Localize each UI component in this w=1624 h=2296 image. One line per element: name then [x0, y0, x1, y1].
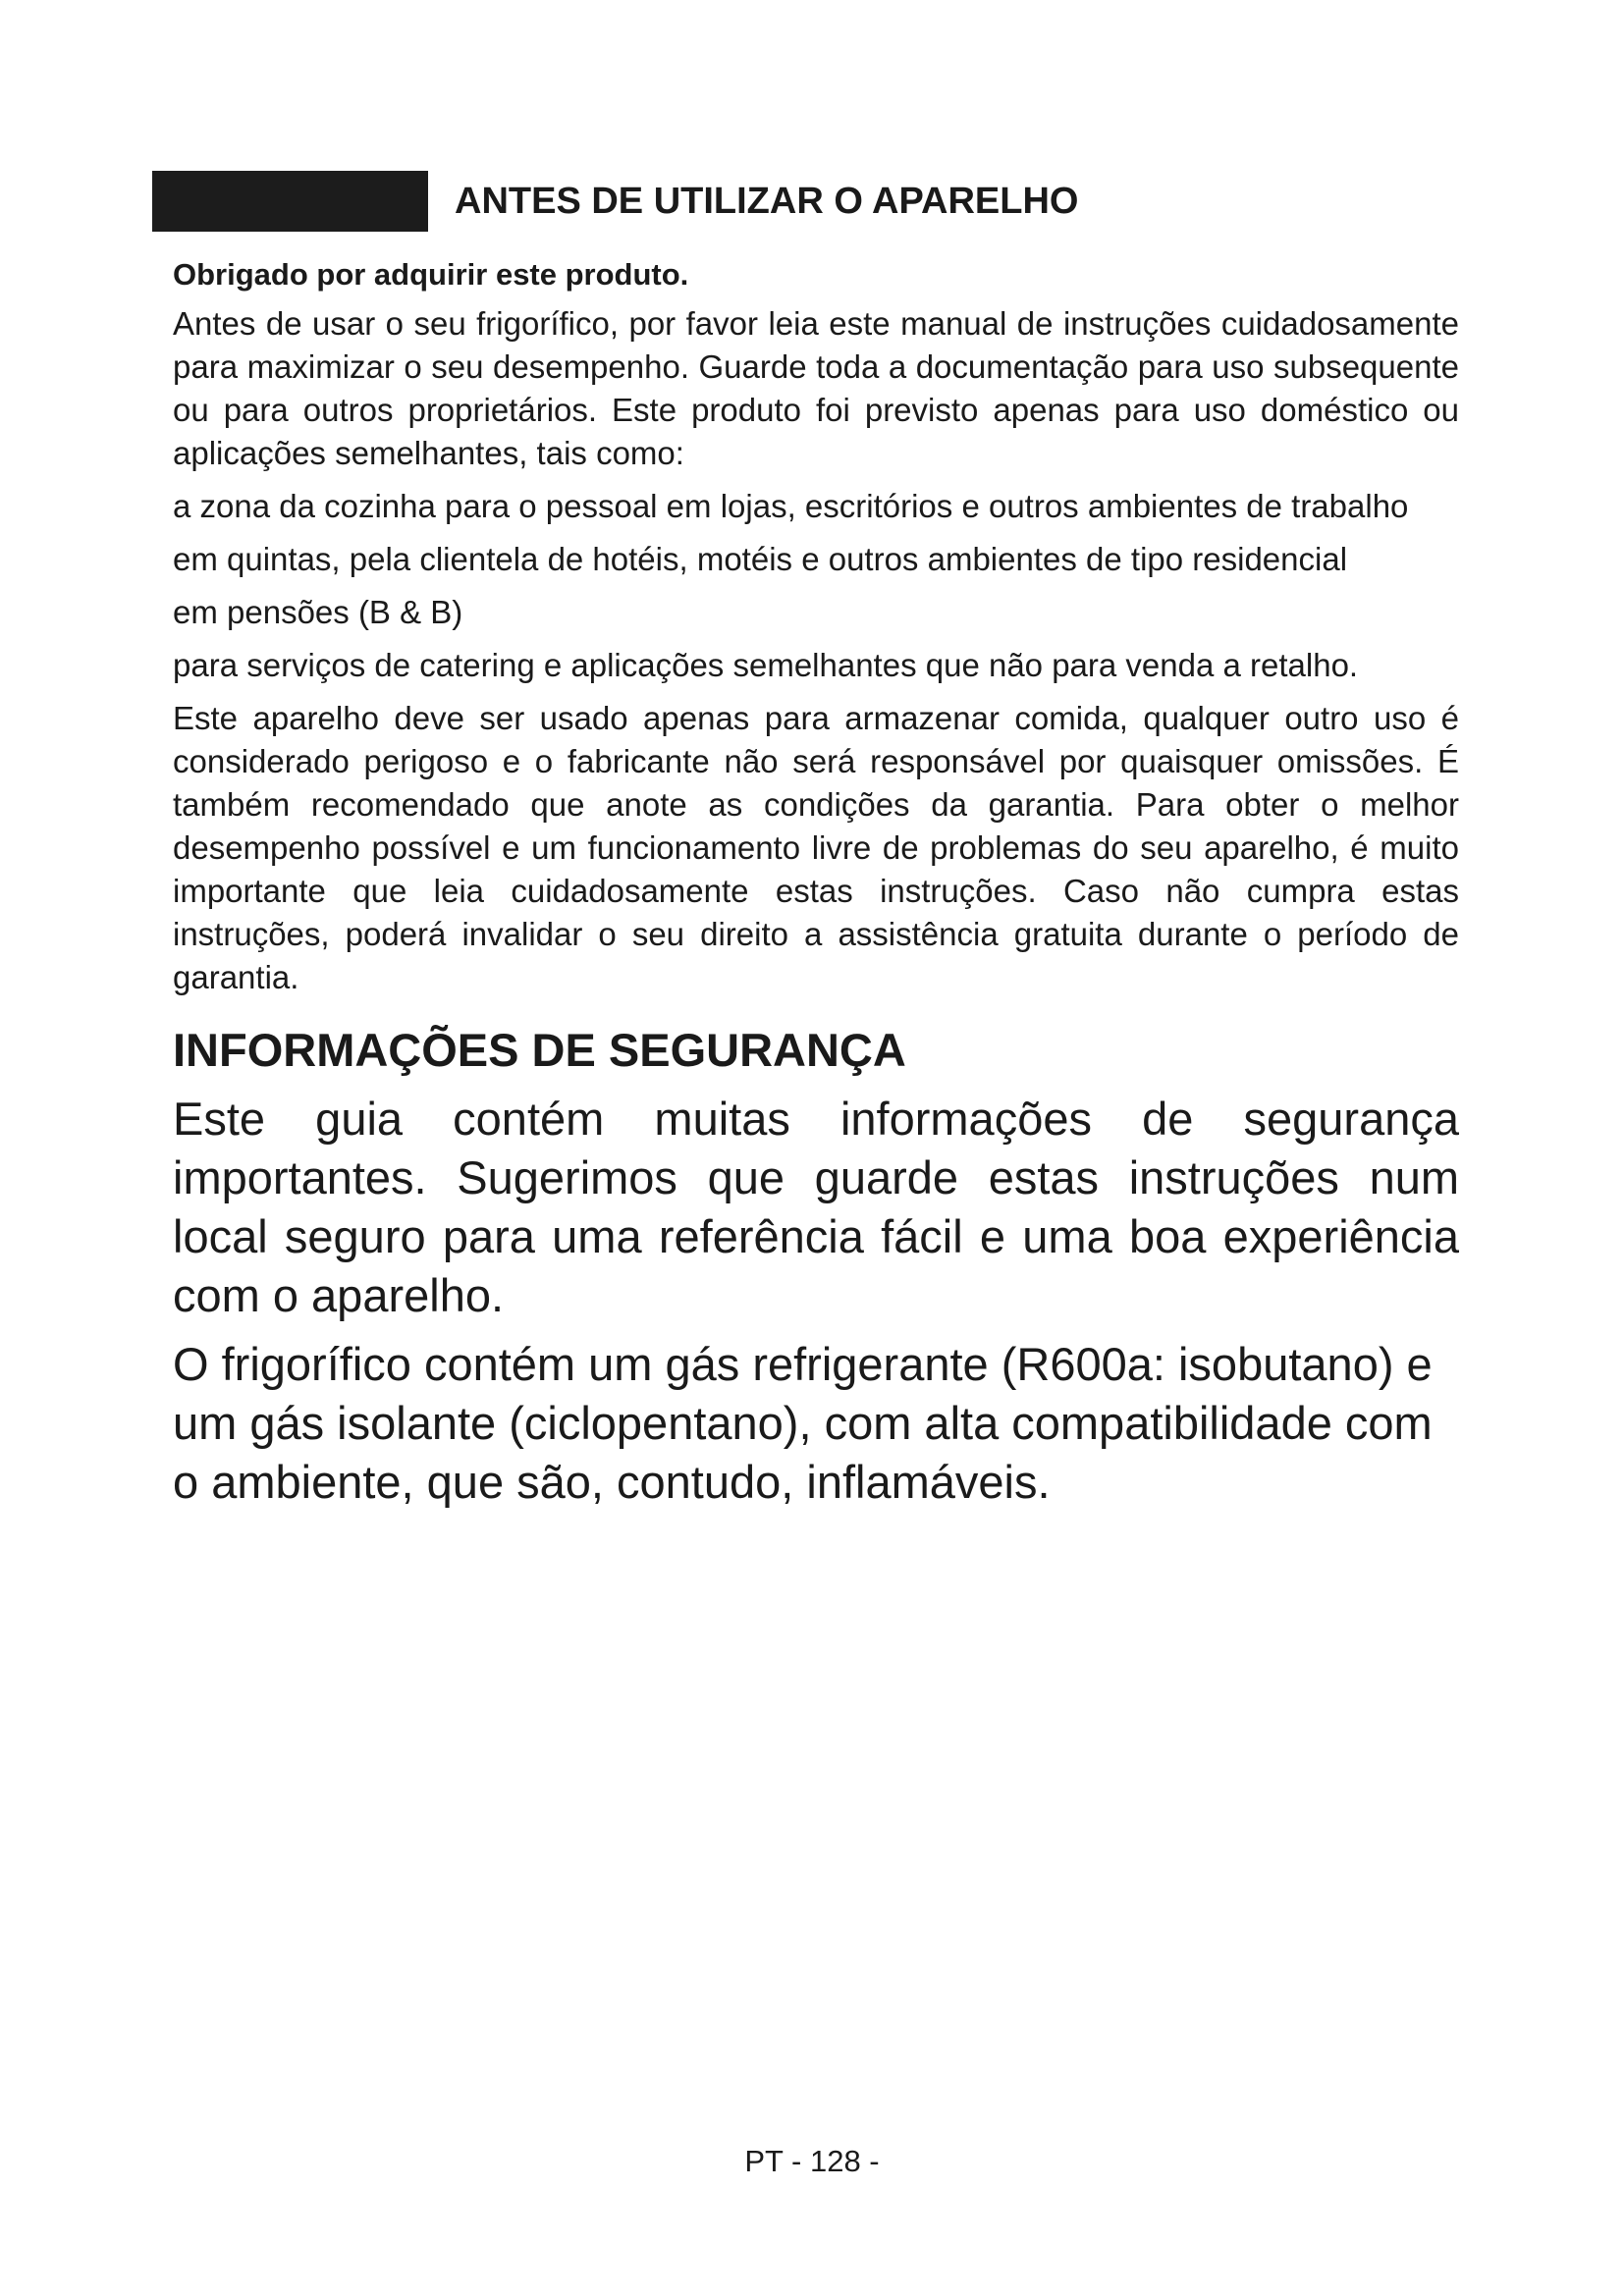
section-title: ANTES DE UTILIZAR O APARELHO: [455, 181, 1079, 222]
intro-paragraph: Antes de usar o seu frigorífico, por favor leia este manual de instruções cuidadosamente para maximizar o seu desempenho. Guarde toda a documentação para uso subsequente ou para outros proprietários. Este produto foi previsto apenas para uso doméstico ou aplicações semelhantes, tais como:: [173, 305, 1459, 471]
usage-warning-paragraph: Este aparelho deve ser usado apenas para armazenar comida, qualquer outro uso é considerado perigoso e o fabricante não será responsável por quaisquer omissões. É também recomendado que anote as condições da garantia. Para obter o melhor desempenho possível e um funcionamento livre de problemas do seu aparelho, é muito importante que leia cuidadosamente estas instruções. Caso não cumpra estas instruções, poderá invalidar o seu direito a assistência gratuita durante o período de garantia.: [173, 700, 1459, 995]
page-content: [173, 253, 1459, 1522]
page-number: PT - 128 -: [744, 2144, 880, 2178]
use-item-kitchen: a zona da cozinha para o pessoal em lojas, escritórios e outros ambientes de trabalho: [173, 488, 1409, 524]
thank-you-line: Obrigado por adquirir este produto.: [173, 257, 689, 292]
refrigerant-paragraph: O frigorífico contém um gás refrigerante (R600a: isobutano) e um gás isolante (ciclopentano), com alta compatibilidade com o ambiente, que são, contudo, inflamáveis.: [173, 1338, 1433, 1508]
use-item-catering: para serviços de catering e aplicações semelhantes que não para venda a retalho.: [173, 647, 1359, 683]
use-item-bnb: em pensões (B & B): [173, 594, 463, 630]
section-marker-bar: [152, 171, 428, 232]
safety-heading: INFORMAÇÕES DE SEGURANÇA: [173, 1024, 906, 1076]
safety-guide-paragraph: Este guia contém muitas informações de segurança importantes. Sugerimos que guarde estas instruções num local seguro para uma referência fácil e uma boa experiência com o aparelho.: [173, 1093, 1459, 1321]
use-item-farms: em quintas, pela clientela de hotéis, motéis e outros ambientes de tipo residencial: [173, 541, 1348, 577]
